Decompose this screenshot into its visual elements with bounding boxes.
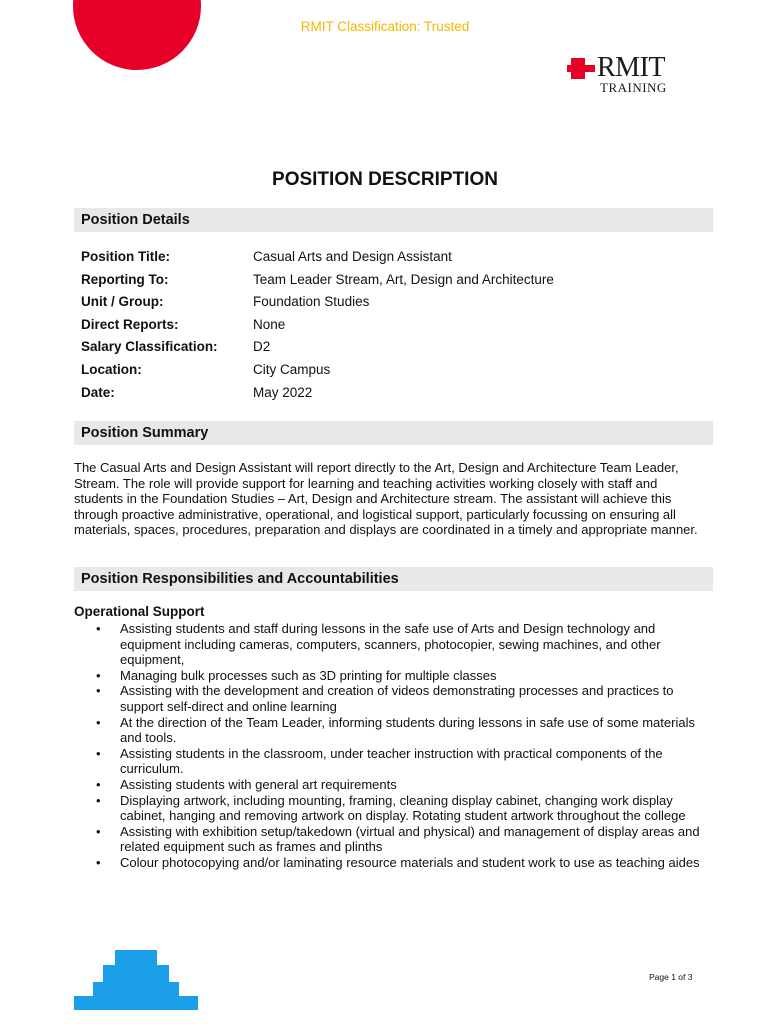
list-item: • Managing bulk processes such as 3D printing for multiple classes (74, 668, 704, 684)
section-header-responsibilities (74, 567, 713, 591)
decorative-blue-steps (74, 950, 198, 1010)
list-item: • Displaying artwork, including mounting, framing, cleaning display cabinet, changing work display cabinet, hanging and removing artwork on display. Rotating student artwork throughout the college (74, 793, 704, 824)
detail-row (81, 294, 701, 317)
detail-label: Unit / Group: (81, 294, 164, 310)
detail-row (81, 249, 701, 272)
page-number: Page 1 of 3 (649, 972, 693, 982)
list-item: • Assisting with exhibition setup/takedown (virtual and physical) and management of display areas and related equipment such as frames and plinths (74, 824, 704, 855)
responsibilities-list (74, 621, 704, 871)
detail-row (81, 317, 701, 340)
detail-row (81, 385, 701, 408)
document-title: POSITION DESCRIPTION (272, 169, 498, 190)
position-summary-text: The Casual Arts and Design Assistant will report directly to the Art, Design and Architecture Team Leader, Stream. The role will provide support for learning and teaching activities working closely with staff and students in the Foundation Studies – Art, Design and Architecture stream. The assistant will achieve this through proactive administrative, operational, and logistical support, particularly focussing on ensuring all materials, spaces, procedures, preparation and displays are coordinated in a timely and appropriate manner. (74, 460, 698, 538)
section-heading: Position Summary (81, 425, 209, 441)
detail-value: Team Leader Stream, Art, Design and Architecture (253, 271, 554, 287)
operational-support-heading: Operational Support (74, 604, 205, 619)
detail-value: May 2022 (253, 384, 313, 400)
detail-label: Location: (81, 361, 142, 377)
section-header-position-details (74, 208, 713, 232)
detail-value: None (253, 316, 286, 332)
list-item: • At the direction of the Team Leader, informing students during lessons in safe use of some materials and tools. (74, 715, 704, 746)
detail-value: Casual Arts and Design Assistant (253, 249, 452, 264)
list-item: • Colour photocopying and/or laminating resource materials and student work to use as teaching aides (74, 855, 704, 871)
detail-value: City Campus (253, 361, 331, 377)
list-item: • Assisting students with general art requirements (74, 777, 704, 793)
detail-value: Foundation Studies (253, 294, 370, 310)
detail-label: Date: (81, 384, 115, 400)
detail-row (81, 339, 701, 362)
rmit-pixel-icon (567, 58, 595, 80)
section-heading: Position Details (81, 212, 190, 228)
detail-value: D2 (253, 339, 271, 355)
logo-subtitle: TRAINING (600, 80, 667, 95)
list-item: • Assisting students in the classroom, under teacher instruction with practical components of the curriculum. (74, 746, 704, 777)
classification-label: RMIT Classification: Trusted (300, 19, 470, 34)
logo-wordmark: RMIT (597, 52, 665, 83)
decorative-red-circle (73, 0, 201, 70)
list-item: • Assisting students and staff during lessons in the safe use of Arts and Design technology and equipment including cameras, computers, scanners, photocopier, sewing machines, and other equipment, (74, 621, 704, 668)
position-details-table (81, 249, 701, 407)
section-heading: Position Responsibilities and Accountabilities (81, 571, 399, 587)
rmit-training-logo (567, 54, 687, 98)
section-header-position-summary (74, 421, 713, 445)
list-item: • Assisting with the development and creation of videos demonstrating processes and practices to support self-direct and online learning (74, 683, 704, 714)
detail-row (81, 362, 701, 385)
detail-row (81, 272, 701, 295)
detail-label: Direct Reports: (81, 316, 179, 332)
detail-label: Salary Classification: (81, 339, 218, 355)
detail-label: Reporting To: (81, 271, 169, 287)
detail-label: Position Title: (81, 249, 171, 264)
